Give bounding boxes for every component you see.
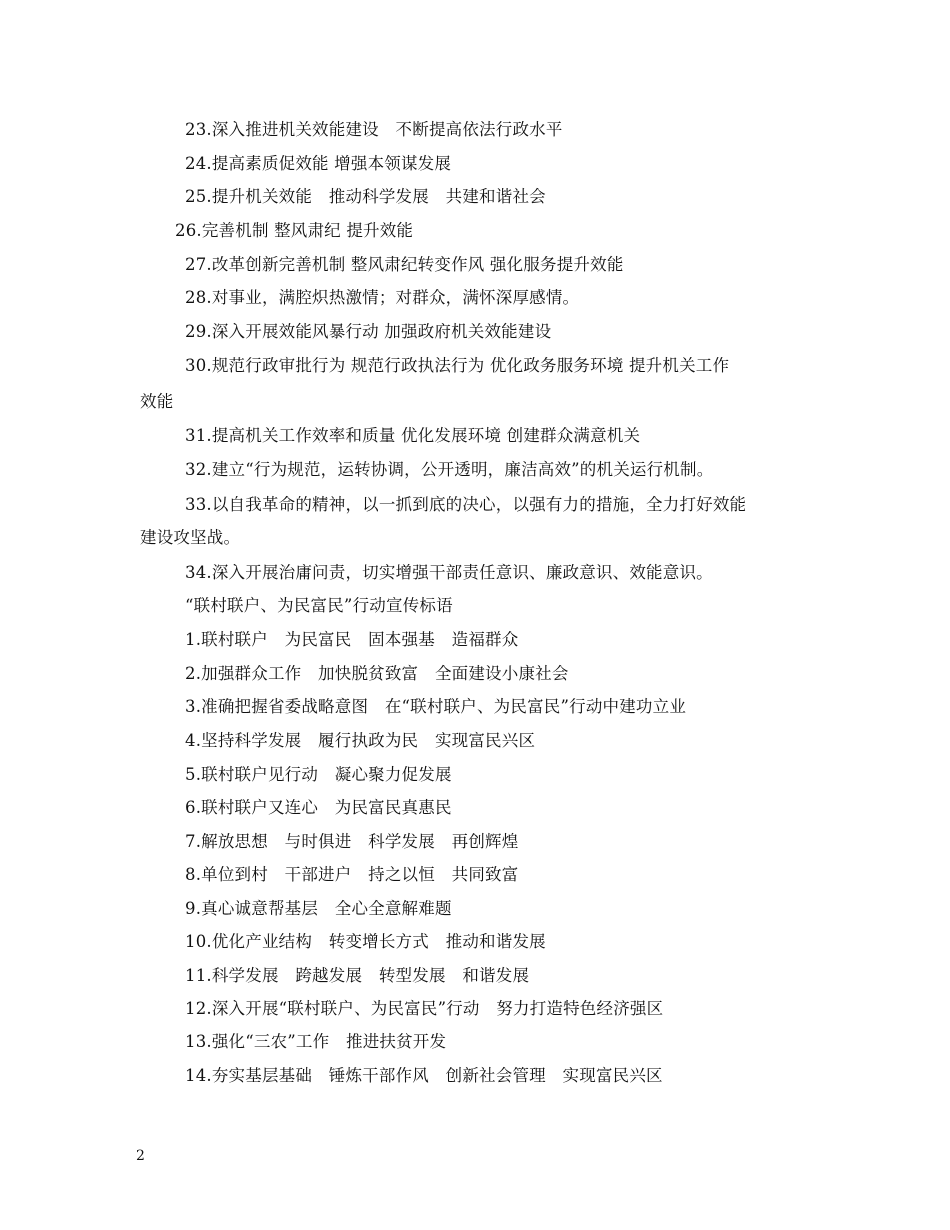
slogan-24: 24.提高素质促效能 增强本领谋发展 xyxy=(185,154,452,173)
slogan-33-continuation: 建设攻坚战。 xyxy=(140,528,241,547)
slogan-27: 27.改革创新完善机制 整风肃纪转变作风 强化服务提升效能 xyxy=(185,255,624,274)
campaign-slogan-10: 10.优化产业结构 转变增长方式 推动和谐发展 xyxy=(185,932,546,951)
campaign-slogan-8: 8.单位到村 干部进户 持之以恒 共同致富 xyxy=(185,865,519,884)
campaign-slogan-9: 9.真心诚意帮基层 全心全意解难题 xyxy=(185,899,452,918)
campaign-slogan-1: 1.联村联户 为民富民 固本强基 造福群众 xyxy=(185,630,519,649)
campaign-slogan-6: 6.联村联户又连心 为民富民真惠民 xyxy=(185,798,452,817)
campaign-slogan-7: 7.解放思想 与时俱进 科学发展 再创辉煌 xyxy=(185,832,519,851)
slogan-34: 34.深入开展治庸问责，切实增强干部责任意识、廉政意识、效能意识。 xyxy=(185,563,713,582)
slogan-31: 31.提高机关工作效率和质量 优化发展环境 创建群众满意机关 xyxy=(185,426,641,445)
campaign-slogan-5: 5.联村联户见行动 凝心聚力促发展 xyxy=(185,765,452,784)
slogan-23: 23.深入推进机关效能建设 不断提高依法行政水平 xyxy=(185,120,563,139)
slogan-30: 30.规范行政审批行为 规范行政执法行为 优化政务服务环境 提升机关工作 xyxy=(185,356,730,375)
slogan-26: 26.完善机制 整风肃纪 提升效能 xyxy=(175,221,414,240)
campaign-slogan-11: 11.科学发展 跨越发展 转型发展 和谐发展 xyxy=(185,966,530,985)
section-heading: “联村联户、为民富民”行动宣传标语 xyxy=(185,596,453,615)
campaign-slogan-13: 13.强化“三农”工作 推进扶贫开发 xyxy=(185,1032,447,1051)
page-number: 2 xyxy=(136,1148,145,1164)
slogan-30-continuation: 效能 xyxy=(140,392,174,411)
slogan-32: 32.建立“行为规范，运转协调，公开透明，廉洁高效”的机关运行机制。 xyxy=(185,460,714,479)
campaign-slogan-12: 12.深入开展“联村联户、为民富民”行动 努力打造特色经济强区 xyxy=(185,999,664,1018)
slogan-29: 29.深入开展效能风暴行动 加强政府机关效能建设 xyxy=(185,322,552,341)
slogan-28: 28.对事业，满腔炽热激情；对群众，满怀深厚感情。 xyxy=(185,288,580,307)
slogan-33: 33.以自我革命的精神，以一抓到底的决心，以强有力的措施，全力打好效能 xyxy=(185,495,747,514)
campaign-slogan-4: 4.坚持科学发展 履行执政为民 实现富民兴区 xyxy=(185,731,536,750)
campaign-slogan-3: 3.准确把握省委战略意图 在“联村联户、为民富民”行动中建功立业 xyxy=(185,697,687,716)
campaign-slogan-14: 14.夯实基层基础 锤炼干部作风 创新社会管理 实现富民兴区 xyxy=(185,1066,663,1085)
campaign-slogan-2: 2.加强群众工作 加快脱贫致富 全面建设小康社会 xyxy=(185,664,569,683)
slogan-25: 25.提升机关效能 推动科学发展 共建和谐社会 xyxy=(185,187,546,206)
